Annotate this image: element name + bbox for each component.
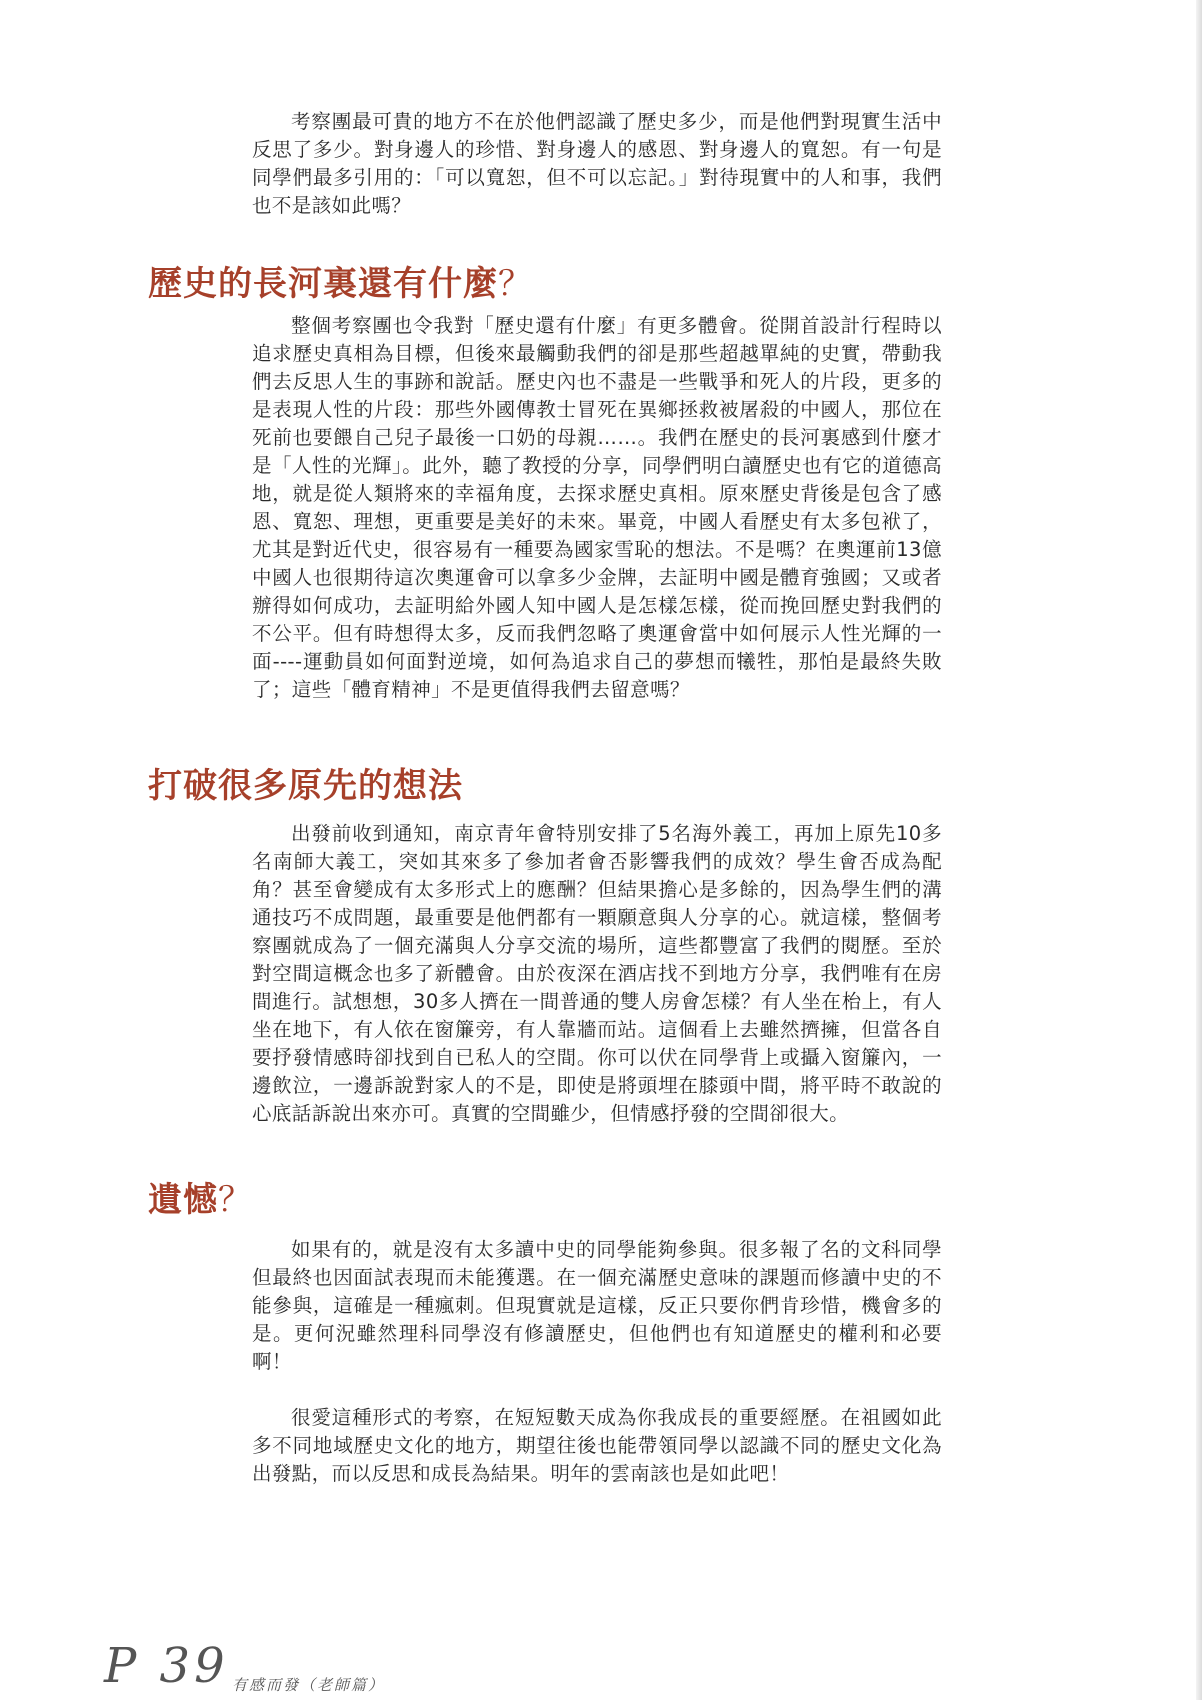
section-heading-history-river xyxy=(148,262,533,306)
footer-page-number: P 39 xyxy=(104,1638,229,1694)
section-history-river-paragraph: 整個考察團也令我對「歷史還有什麼」有更多體會。從開首設計行程時以追求歷史真相為目標，但後來最觸動我們的卻是那些超越單純的史實，帶動我們去反思人生的事跡和說話。歷史內也不盡是一些戰爭和死人的片段，更多的是表現人性的片段：那些外國傳教士冒死在異鄉拯救被屠殺的中國人，那位在死前也要餵自己兒子最後一口奶的母親……。我們在歷史的長河裏感到什麼才是「人性的光輝」。此外，聽了教授的分享，同學們明白讀歷史也有它的道德高地，就是從人類將來的幸福角度，去探求歷史真相。原來歷史背後是包含了感恩、寬恕、理想，更重要是美好的未來。畢竟，中國人看歷史有太多包袱了，尤其是對近代史，很容易有一種要為國家雪恥的想法。不是嗎？在奧運前13億中國人也很期待這次奧運會可以拿多少金牌，去証明中國是體育強國；又或者辦得如何成功，去証明給外國人知中國人是怎樣怎樣，從而挽回歷史對我們的不公平。但有時想得太多，反而我們忽略了奧運會當中如何展示人性光輝的一面----運動員如何面對逆境，如何為追求自己的夢想而犧牲，那怕是最終失敗了；這些「體育精神」不是更值得我們去留意嗎？ xyxy=(252,314,942,701)
section-regret-paragraph-2: 很愛這種形式的考察，在短短數天成為你我成長的重要經歷。在祖國如此多不同地域歷史文化的地方，期望往後也能帶領同學以認識不同的歷史文化為出發點，而以反思和成長為結果。明年的雲南該也是如此吧！ xyxy=(252,1406,942,1485)
footer-book-title: 有感而發（老師篇） xyxy=(232,1676,386,1694)
section-break-assumptions-paragraph: 出發前收到通知，南京青年會特別安排了5名海外義工，再加上原先10多名南師大義工，突如其來多了參加者會否影響我們的成效？學生會否成為配角？甚至會變成有太多形式上的應酬？但結果擔心是多餘的，因為學生們的溝通技巧不成問題，最重要是他們都有一顆願意與人分享的心。就這樣，整個考察團就成為了一個充滿與人分享交流的場所，這些都豐富了我們的閱歷。至於對空間這概念也多了新體會。由於夜深在酒店找不到地方分享，我們唯有在房間進行。試想想，30多人擠在一間普通的雙人房會怎樣？有人坐在枱上，有人坐在地下，有人依在窗簾旁，有人靠牆而站。這個看上去雖然擠擁，但當各自要抒發情感時卻找到自已私人的空間。你可以伏在同學背上或攝入窗簾內，一邊飲泣，一邊訴說對家人的不是，即使是將頭埋在膝頭中間，將平時不敢說的心底話訴說出來亦可。真實的空間雖少，但情感抒發的空間卻很大。 xyxy=(252,822,942,1125)
section-heading-history-river-text: 歷史的長河裏還有什麼 xyxy=(148,264,498,304)
section-heading-break-assumptions-text: 打破很多原先的想法 xyxy=(148,766,463,806)
section-heading-regret-mark: ？ xyxy=(218,1180,253,1220)
section-heading-break-assumptions xyxy=(148,764,463,808)
section-heading-regret xyxy=(148,1178,253,1222)
section-regret-paragraph-1: 如果有的，就是沒有太多讀中史的同學能夠參與。很多報了名的文科同學但最終也因面試表現而未能獲選。在一個充滿歷史意味的課題而修讀中史的不能參與，這確是一種瘋刺。但現實就是這樣，反正只要你們肯珍惜，機會多的是。更何況雖然理科同學沒有修讀歷史，但他們也有知道歷史的權利和必要啊！ xyxy=(252,1238,942,1373)
section-heading-regret-text: 遺憾 xyxy=(148,1180,218,1220)
intro-paragraph: 考察團最可貴的地方不在於他們認識了歷史多少，而是他們對現實生活中反思了多少。對身邊人的珍惜、對身邊人的感恩、對身邊人的寬恕。有一句是同學們最多引用的：「可以寬恕，但不可以忘記。」對待現實中的人和事，我們也不是該如此嗎？ xyxy=(252,110,942,217)
section-heading-history-river-mark: ？ xyxy=(498,264,533,304)
